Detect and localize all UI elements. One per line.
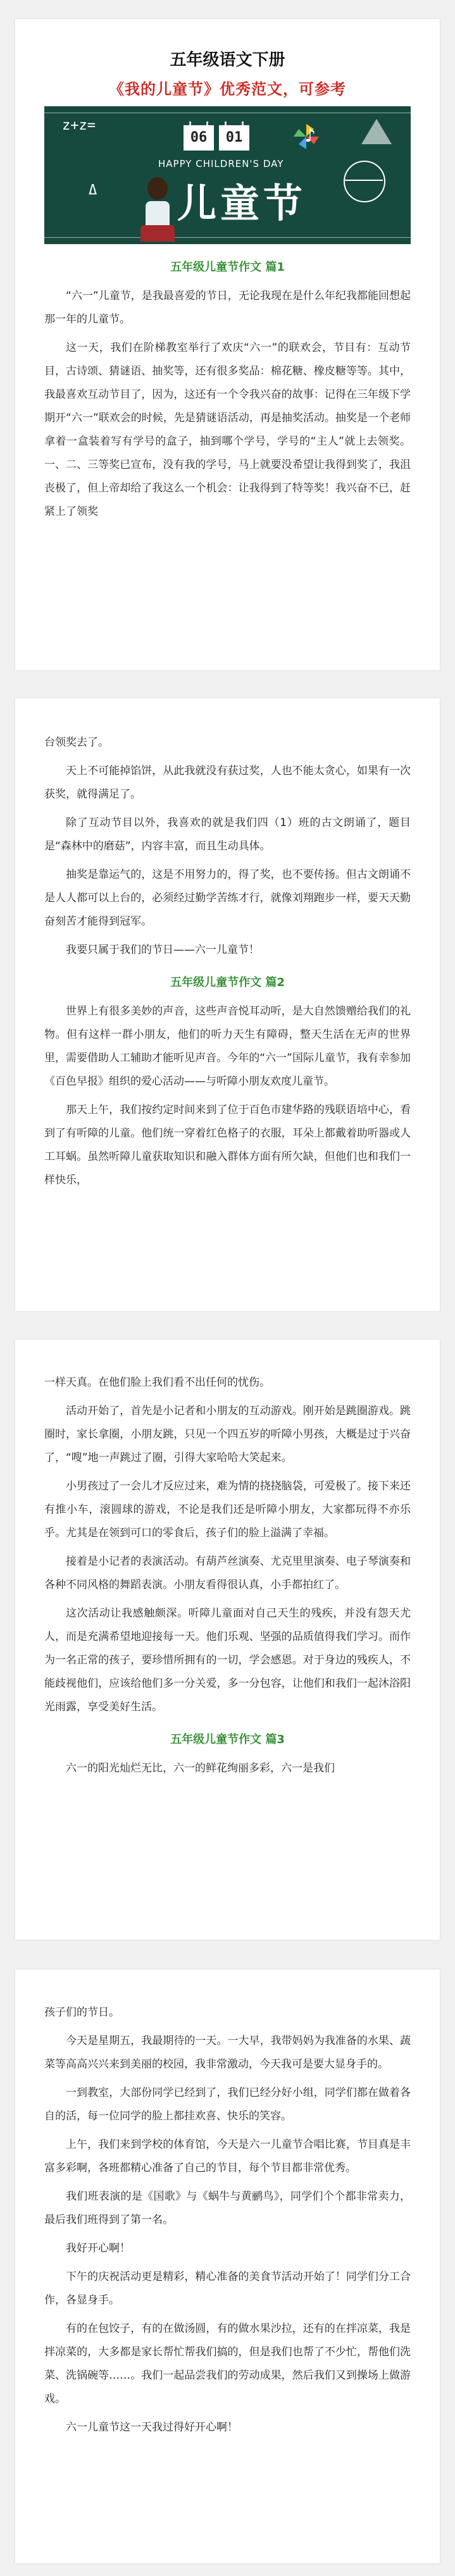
paragraph: 这次活动让我感触颇深。听障儿童面对自己天生的残疾，并没有怨天尤人，而是充满希望地迎接每一天。他们乐观、坚强的品质值得我们学习。而作为一名正常的孩子，要珍惜所拥有的一切，学会感恩。对于身边的残疾人，不能歧视他们，应该给他们多一分关爱，多一分包容，让他们和我们一起沐浴阳光雨露，享受美好生活。 <box>44 1607 411 1713</box>
paragraph: 有的在包饺子，有的在做汤圆，有的做水果沙拉，还有的在拌凉菜，我是拌凉菜的，大多都是家长帮忙帮我们搞的，但是我们也帮了不少忙，帮他们洗菜、洗锅碗等……。我们一起品尝我们的劳动成果，然后我们又到操场上做游戏。 <box>44 2322 411 2405</box>
document-title: 五年级语文下册 <box>170 51 285 70</box>
banner-happy-text: HAPPY CHILDREN'S DAY <box>158 158 284 169</box>
triangle-drawing <box>361 119 392 144</box>
paragraph: 这一天，我们在阶梯教室举行了欢庆“六一”的联欢会，节目有：互动节目，古诗颂、猜谜语、抽奖等，还有很多奖品：棉花糖、橡皮糖等等。其中，我最喜欢互动节目了，因为，这还有一个令我兴奋的故事：记得在三年级下学期开“六一”联欢会的时候，先是猜谜语活动，再是抽奖活动。抽奖是一个老师拿着一盒装着写有学号的盒子，抽到哪个学号，学号的“主人”就上去领奖。一、二、三等奖已宣布，没有我的学号，马上就要没希望让我得到奖了，我沮丧极了，但上帝却给了我这么一个机会：让我得到了特等奖！我兴奋不已，赶紧上了领奖 <box>44 342 411 518</box>
paragraph: 我好开心啊！ <box>66 2242 130 2255</box>
calendar-day: 01 <box>219 125 249 151</box>
paragraph: 接着是小记者的表演活动。有葫芦丝演奏、尤克里里演奏、电子琴演奏和各种不同风格的舞蹈表演。小朋友看得很认真，小手都拍红了。 <box>44 1555 411 1591</box>
childrens-day-banner-image <box>44 106 411 244</box>
paragraph: 一样天真。在他们脸上我们看不出任何的忧伤。 <box>44 1376 270 1389</box>
paragraph: 六一儿童节这一天我过得好开心啊！ <box>66 2421 238 2434</box>
paragraph: 一到教室，大部份同学已经到了，我们已经分好小组，同学们都在做着各自的活，每一位同学的脸上都挂欢喜、快乐的笑容。 <box>44 2086 411 2123</box>
document-page-4 <box>15 1969 440 2563</box>
chalk-triangle: Δ <box>89 182 97 198</box>
paragraph: 我们班表演的是《国歌》与《蜗牛与黄鹂鸟》，同学们个个都非常卖力，最后我们班得到了第一名。 <box>44 2190 411 2226</box>
chalk-formula: z+z= <box>62 118 96 133</box>
paragraph: “六一”儿童节，是我最喜爱的节日，无论我现在是什么年纪我都能回想起那一年的儿童节。 <box>44 290 411 326</box>
paragraph: 除了互动节目以外，我喜欢的就是我们四（1）班的古文朗诵了，题目是“森林中的磨菇”，内容丰富，而且生动具体。 <box>44 817 411 853</box>
paragraph: 今天是星期五，我最期待的一天。一大早，我带妈妈为我准备的水果、蔬菜等高高兴兴来到美丽的校园，我非常激动，今天我可是要大显身手的。 <box>44 2035 411 2071</box>
paragraph: 我要只属于我们的节日——六一儿童节！ <box>66 944 259 956</box>
document-page-2 <box>15 698 440 1311</box>
document-page-3 <box>15 1340 440 1940</box>
globe-drawing-icon <box>344 161 385 202</box>
paragraph: 活动开始了，首先是小记者和小朋友的互动游戏。刚开始是跳圈游戏。跳圈时，家长拿圈，小朋友跳，只见一个四五岁的听障小男孩，大概是过于兴奋了，“嗖”地一声跳过了圈，引得大家哈哈大笑起来。 <box>44 1405 411 1464</box>
section-heading-2: 五年级儿童节作文 篇2 <box>170 976 285 989</box>
paragraph: 天上不可能掉馅饼，从此我就没有获过奖，人也不能太贪心，如果有一次获奖，就得满足了。 <box>44 765 411 801</box>
banner-big-title: 儿童节 <box>177 180 307 226</box>
girl-figure-head <box>147 177 168 200</box>
paragraph: 那天上午，我们按约定时间来到了位于百色市建华路的残联语培中心，看到了有听障的儿童。他们统一穿着红色格子的衣服，耳朵上都戴着助听器或人工耳蜗。虽然听障儿童获取知识和融入群体方面有所欠缺，但他们也和我们一样快乐， <box>44 1104 411 1186</box>
document-subtitle: 《我的儿童节》优秀范文，可参考 <box>109 80 346 98</box>
paragraph: 台领奖去了。 <box>44 736 109 749</box>
document-page-1 <box>15 19 440 670</box>
calendar-month: 06 <box>184 125 214 151</box>
paragraph: 世界上有很多美妙的声音，这些声音悦耳动听，是大自然馈赠给我们的礼物。但有这样一群小朋友，他们的听力天生有障碍，整天生活在无声的世界里，需要借助人工辅助才能听见声音。今年的“六一”国际儿童节，我有幸参加《百色早报》组织的爱心活动——与听障小朋友欢度儿童节。 <box>44 1005 411 1088</box>
paragraph: 下午的庆祝活动更是精彩，精心准备的美食节活动开始了！同学们分工合作，各显身手。 <box>44 2271 411 2307</box>
paragraph: 上午，我们来到学校的体育馆，今天是六一儿童节合唱比赛，节目真是丰富多彩啊，各班都精心准备了自己的节目，每个节目都非常优秀。 <box>44 2138 411 2174</box>
paragraph: 孩子们的节日。 <box>44 2006 120 2019</box>
music-note-icon: ♪ <box>304 125 316 146</box>
section-heading-3: 五年级儿童节作文 篇3 <box>170 1733 285 1746</box>
paragraph: 六一的阳光灿烂无比，六一的鲜花绚丽多彩，六一是我们 <box>66 1762 335 1775</box>
section-heading-1: 五年级儿童节作文 篇1 <box>170 261 285 274</box>
girl-figure-skirt <box>140 225 175 242</box>
paragraph: 小男孩过了一会儿才反应过来，难为情的挠挠脑袋，可爱极了。接下来还有推小车，滚圆球的游戏，不论是我们还是听障小朋友，大家都玩得不亦乐乎。尤其是在领到可口的零食后，孩子们的脸上溢满了幸福。 <box>44 1480 411 1539</box>
paragraph: 抽奖是靠运气的，这是不用努力的，得了奖，也不要传扬。但古文朗诵不是人人都可以上台的，必须经过勤学苦练才行，就像刘翔跑步一样，要天天勤奋刻苦才能得到冠军。 <box>44 868 411 928</box>
